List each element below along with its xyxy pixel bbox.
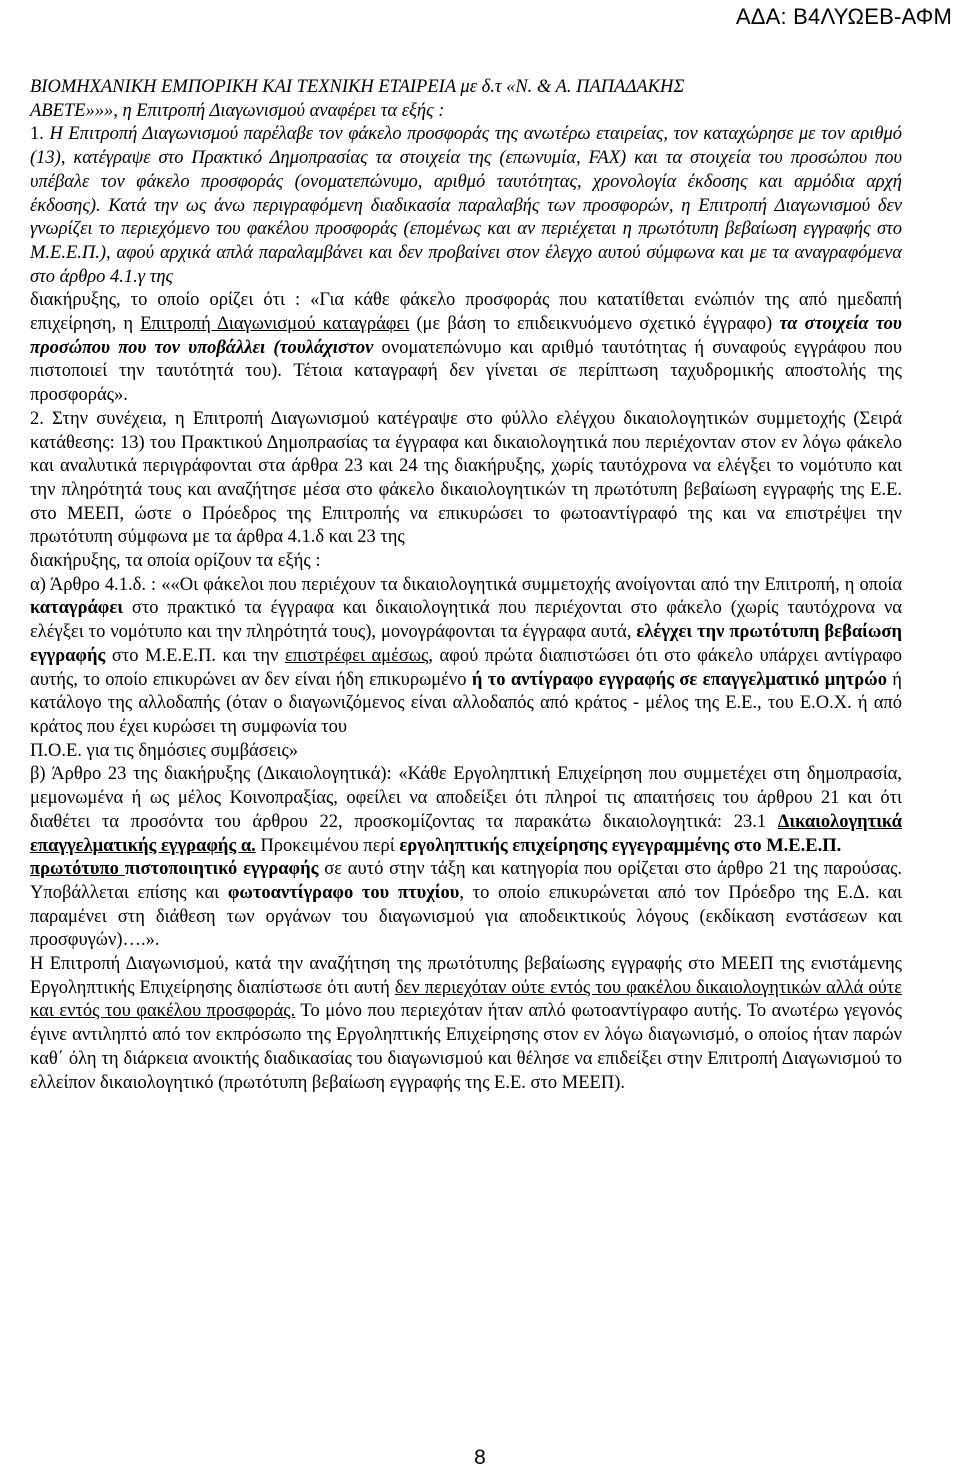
article-b-text-3: σε αυτό στην τάξη και κατηγορία που ορίζεται στο άρθρο 21 της παρούσας. Υποβάλλεται επίσης και [30,859,902,903]
article-b-text-2: Προκειμένου περί [255,835,400,856]
article-b-bold-underlined: πρωτότυπο [30,859,125,880]
article-a-text-5: ή κατάλογο της αλλοδαπής (όταν ο διαγωνιζόμενος είναι αλλοδαπός από κράτος - μέλος της Ε.Ε., του Ε.Ο.Χ. ή από κράτος που έχει κυρώσει τη συμφωνία του [30,669,902,737]
article-b-text-4: , το οποίο επικυρώνεται από τον Πρόεδρο της Ε.Δ. και παραμένει στη διάθεση των οργάνων του διαγωνισμού για αποδεικτικούς λόγους (εκδίκαση ενστάσεων και προσφυγών)….». [30,882,902,951]
item-1-text-2: (με βάση το επιδεικνυόμενο σχετικό έγγραφο) [409,314,780,335]
article-a-text-3: στο Μ.Ε.Ε.Π. και την [105,645,285,666]
article-b-paragraph [30,763,902,953]
item-1-paragraph [30,123,902,407]
article-b-bold-2: εργοληπτικής επιχείρησης εγγεγραμμένης στο Μ.Ε.Ε.Π. [399,835,842,856]
article-a-text-end: Π.Ο.Ε. για τις δημόσιες συμβάσεις» [30,740,299,761]
article-a-label: α) Άρθρο 4.1.δ. : [30,574,157,595]
item-2-number: 2. [30,408,44,429]
article-a-text-1: ««Οι φάκελοι που περιέχουν τα δικαιολογητικά συμμετοχής ανοίγονται από την Επιτροπή, η οποία [156,574,903,595]
closing-underlined: δεν περιεχόταν ούτε εντός του φακέλου δικαιολογητικών αλλά ούτε και εντός του φακέλου προσφοράς. [30,977,902,1022]
closing-text-1: Η Επιτροπή Διαγωνισμού, κατά την αναζήτηση της πρωτότυπης βεβαίωσης εγγραφής στο ΜΕΕΠ της ενιστάμενης Εργοληπτικής Επιχείρησης διαπίστωσε ότι αυτή [30,954,902,998]
intro-paragraph [30,76,902,123]
ada-header: ΑΔΑ: Β4ΛΥΩΕΒ-ΑΦΜ [735,4,952,29]
item-1-text-3: ονοματεπώνυμο και αριθμό ταυτότητας ή συναφούς εγγράφου που πιστοποιεί την ταυτότητά του). Τέτοια καταγραφή δεν γίνεται σε περίπτωση ταχυδρομικής αποστολής της προσφοράς». [30,337,903,406]
article-a-text-2: στο πρακτικό τα έγγραφα και δικαιολογητικά που περιέχονται στο φάκελο (χωρίς ταυτόχρονα να ελέγξει το νομότυπο και την πληρότητά τους), μονογράφονται τα έγγραφα αυτά, [30,598,902,643]
article-a-underlined: επιστρέφει αμέσως [284,645,429,666]
item-1-quote-intro: διακήρυξης, το οποίο ορίζει ότι : «Για κάθε φάκελο προσφοράς που κατατίθεται ενώπιόν της από ημεδαπή επιχείρηση, η [30,290,902,335]
intro-line-1: ΒΙΟΜΗΧΑΝΙΚΗ ΕΜΠΟΡΙΚΗ ΚΑΙ ΤΕΧΝΙΚΗ ΕΤΑΙΡΕΙΑ με δ.τ «Ν. & Α. ΠΑΠΑΔΑΚΗΣ [30,77,685,97]
item-1-bold: τα στοιχεία του προσώπου που τον υποβάλλει (τουλάχιστον [30,314,902,358]
article-b-bold-4: φωτοαντίγραφο του πτυχίου [227,882,460,903]
intro-line-2: ΑΒΕΤΕ»»», η Επιτροπή Διαγωνισμού αναφέρει τα εξής : [30,100,445,121]
article-a-bold-3: ή το αντίγραφο εγγραφής σε επαγγελματικό μητρώο [471,669,887,690]
item-2-text-end: διακήρυξης, τα οποία ορίζουν τα εξής : [30,551,321,572]
item-2-text: Στην συνέχεια, η Επιτροπή Διαγωνισμού κατέγραψε στο φύλλο ελέγχου δικαιολογητικών συμμετοχής (Σειρά κατάθεσης: 13) του Πρακτικού Δημοπρασίας τα έγγραφα και δικαιολογητικά που περιέχονταν στον εν λόγω φάκελο και αναλυτικά περιγράφονται στα άρθρα 23 και 24 της διακήρυξης, χωρίς ταυτόχρονα να ελέγξει το νομότυπο και την πληρότητά τους και αναζήτησε μέσα στο φάκελο δικαιολογητικών τη πρωτότυπη βεβαίωση εγγραφής της Ε.Ε. στο ΜΕΕΠ, ώστε ο Πρόεδρος της Επιτροπής να επικυρώσει το φωτοαντίγραφό της και να επιστρέψει την πρωτότυπη σύμφωνα με τα άρθρα 4.1.δ και 23 της [30,408,902,548]
item-1-text: Η Επιτροπή Διαγωνισμού παρέλαβε τον φάκελο προσφοράς της ανωτέρω εταιρείας, τον καταχώρησε με τον αριθμό (13), κατέγραψε στο Πρακτικό Δημοπρασίας τα στοιχεία της (επωνυμία, FAX) και τα στοιχεία του προσώπου που υπέβαλε τον φάκελο προσφοράς (ονοματεπώνυμο, αριθμό ταυτότητας, χρονολογία έκδοσης και αρμόδια αρχή έκδοσης). Κατά την ως άνω περιγραφόμενη διαδικασία παραλαβής των προσφορών, η Επιτροπή Διαγωνισμού δεν γνωρίζει το περιεχόμενο του φακέλου προσφοράς (επομένως και αν περιέχεται η πρωτότυπη βεβαίωση εγγραφής στο Μ.Ε.Ε.Π.), αφού αρχικά απλά παραλαμβάνει και δεν προβαίνει στον έλεγχο αυτού σύμφωνα και με τα αναγραφόμενα στο άρθρο 4.1.γ της [30,124,903,287]
closing-text-2: Το μόνο που περιεχόταν ήταν απλό φωτοαντίγραφο αυτής. Το ανωτέρω γεγονός έγινε αντιληπτό από τον εκπρόσωπο της Εργοληπτικής Επιχείρησης στον εν λόγω διαγωνισμό, ο οποίος ήταν παρών καθ΄ όλη τη διάρκεια ανοικτής διαδικασίας του διαγωνισμού και θέλησε να επιδείξει στην Επιτροπή Διαγωνισμού το ελλείπον δικαιολογητικό (πρωτότυπη βεβαίωση εγγραφής της Ε.Ε. στο ΜΕΕΠ). [30,1001,902,1093]
item-2-paragraph [30,408,902,574]
document-body [30,76,902,1095]
article-a-paragraph [30,574,902,764]
article-a-text-4: , αφού πρώτα διαπιστώσει ότι στο φάκελο υπάρχει αντίγραφο αυτής, το οποίο επικυρώνει αν δεν είναι ήδη επικυρωμένο [30,645,902,690]
item-1-number: 1. [30,124,44,145]
article-a-bold-1: καταγράφει [30,598,123,619]
page-number: 8 [474,1446,486,1469]
article-b-text-1: β) Άρθρο 23 της διακήρυξης (Δικαιολογητικά): «Κάθε Εργοληπτική Επιχείρηση που συμμετέχει στη δημοπρασία, μεμονωμένα ή ως μέλος Κοινοπραξίας, οφείλει να αποδείξει ότι πληροί τις απαιτήσεις του άρθρου 21 και ότι διαθέτει τα προσόντα του άρθρου 22, προσκομίζοντας τα παρακάτω δικαιολογητικά: 23.1 [30,764,902,832]
closing-paragraph [30,953,902,1095]
article-a-bold-2: ελέγχει την πρωτότυπη βεβαίωση εγγραφής [30,622,902,666]
item-1-underlined: Επιτροπή Διαγωνισμού καταγράφει [140,314,410,335]
article-b-bold-heading: Δικαιολογητικά επαγγελματικής εγγραφής α. [30,811,902,856]
article-b-bold-3: πιστοποιητικό εγγραφής [124,859,319,880]
